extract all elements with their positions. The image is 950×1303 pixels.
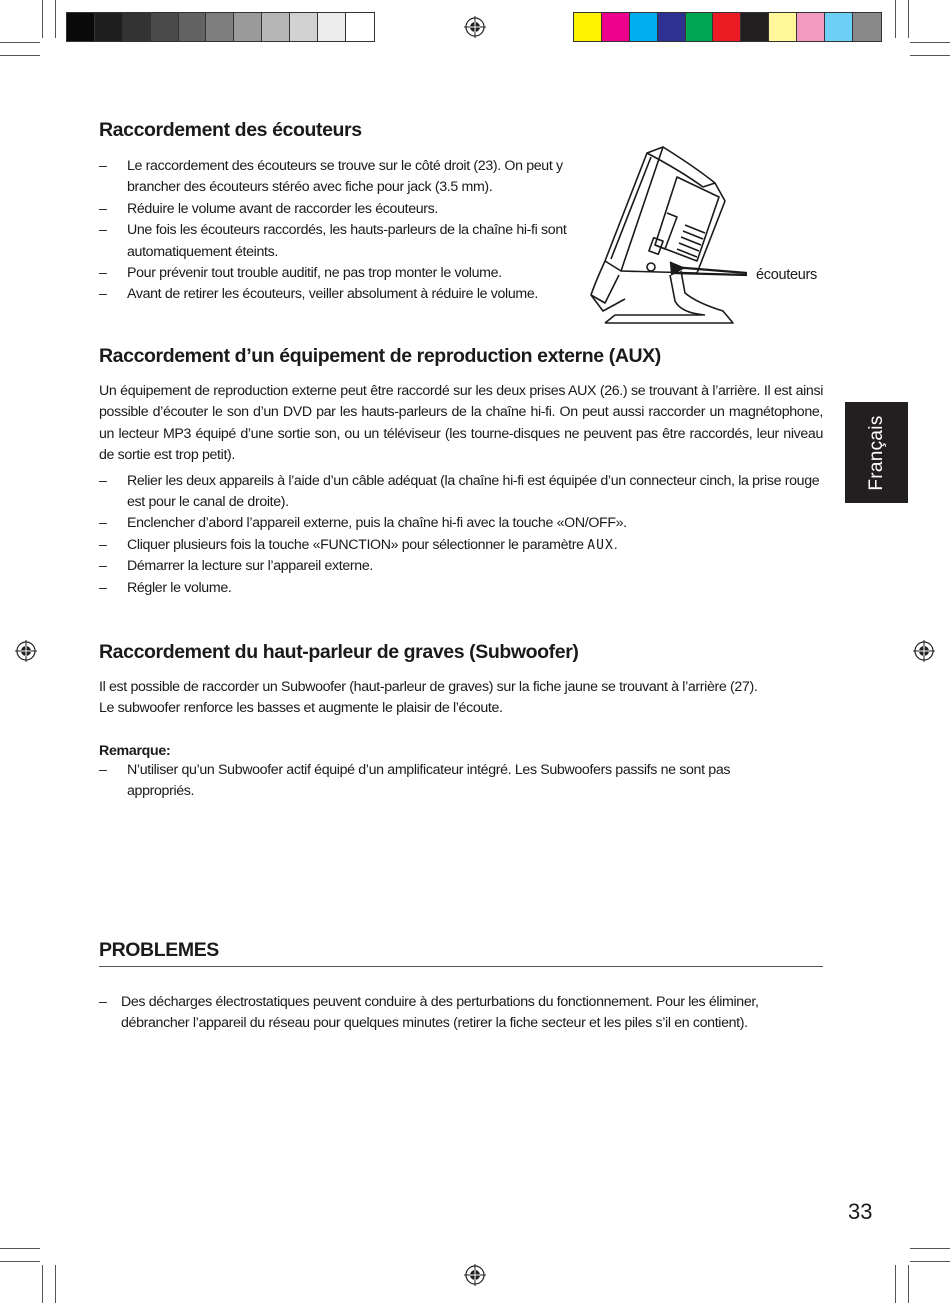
list-item: – Démarrer la lecture sur l’appareil externe.	[99, 556, 823, 577]
headphones-list	[99, 156, 574, 306]
color-swatch	[825, 13, 853, 41]
color-swatch	[602, 13, 630, 41]
color-swatch	[95, 13, 123, 41]
aux-section-title: Raccordement d’un équipement de reproduction externe (AUX)	[99, 345, 661, 367]
process-color-bar	[573, 12, 882, 42]
headphones-figure-label: écouteurs	[756, 267, 817, 283]
color-swatch	[853, 13, 881, 41]
language-label: Français	[865, 414, 887, 491]
subwoofer-note	[99, 743, 823, 803]
registration-mark-icon	[15, 640, 37, 662]
list-item-suffix: .	[613, 536, 618, 553]
registration-mark-icon	[913, 640, 935, 662]
problems-section-title: PROBLEMES	[99, 939, 219, 961]
registration-mark-icon	[464, 16, 486, 38]
registration-mark-icon	[464, 1264, 486, 1286]
headphones-instructions	[99, 156, 574, 306]
color-swatch	[713, 13, 741, 41]
aux-steps-list	[99, 471, 823, 599]
stereo-headphone-jack-illustration	[585, 143, 750, 328]
problems-list	[99, 992, 823, 1035]
list-item: – Une fois les écouteurs raccordés, les hauts-parleurs de la chaîne hi-fi sont automatiquement éteints.	[99, 220, 574, 263]
list-item: – Pour prévenir tout trouble auditif, ne pas trop monter le volume.	[99, 263, 574, 284]
headphones-section-title: Raccordement des écouteurs	[99, 119, 362, 141]
list-item: – N’utiliser qu’un Subwoofer actif équipé d’un amplificateur intégré. Les Subwoofers passifs ne sont pas appropriés.	[99, 760, 779, 803]
note-list	[99, 760, 779, 803]
list-item-text: Cliquer plusieurs fois la touche «FUNCTION» pour sélectionner le paramètre	[127, 536, 588, 553]
color-swatch	[769, 13, 797, 41]
color-swatch	[318, 13, 346, 41]
color-swatch	[179, 13, 207, 41]
color-swatch	[123, 13, 151, 41]
list-item: – Enclencher d’abord l’appareil externe, puis la chaîne hi-fi avec la touche «ON/OFF».	[99, 513, 823, 534]
note-label: Remarque:	[99, 743, 171, 759]
color-swatch	[290, 13, 318, 41]
list-item: – Le raccordement des écouteurs se trouve sur le côté droit (23). On peut y brancher des écouteurs stéréo avec fiche pour jack (3.5 mm).	[99, 156, 574, 199]
subwoofer-line-2: Le subwoofer renforce les basses et augmente le plaisir de l’écoute.	[99, 700, 503, 717]
list-item: – Avant de retirer les écouteurs, veiller absolument à réduire le volume.	[99, 284, 574, 305]
color-swatch	[151, 13, 179, 41]
color-swatch	[574, 13, 602, 41]
list-item: – Des décharges électrostatiques peuvent conduire à des perturbations du fonctionnement. Pour les éliminer, débrancher l’appareil du réseau pour quelques minutes (retirer la fiche secteur et les piles s’il en contient).	[99, 992, 823, 1035]
color-swatch	[630, 13, 658, 41]
problems-body	[99, 992, 823, 1035]
color-swatch	[206, 13, 234, 41]
subwoofer-line-1: Il est possible de raccorder un Subwoofer (haut-parleur de graves) sur la fiche jaune se trouvant à l’arrière (27).	[99, 679, 758, 695]
color-swatch	[658, 13, 686, 41]
list-item: – Relier les deux appareils à l’aide d’un câble adéquat (la chaîne hi-fi est équipée d’un connecteur cinch, la prise rouge est pour le canal de droite).	[99, 471, 823, 514]
aux-intro-paragraph: Un équipement de reproduction externe peut être raccordé sur les deux prises AUX (26.) se trouvant à l’arrière. Il est ainsi possible d’écouter le son d’un DVD par les hauts-parleurs de la chaîne hi-fi. On peut aussi raccorder un magnétophone, un lecteur MP3 équipé d’une sortie son, ou un téléviseur (les tourne-disques ne peuvent pas être raccordés, leur niveau de sortie est trop petit).	[99, 383, 823, 464]
color-swatch	[234, 13, 262, 41]
list-item: – Régler le volume.	[99, 578, 823, 599]
list-item	[99, 535, 823, 556]
color-swatch	[346, 13, 374, 41]
page-number: 33	[848, 1199, 873, 1224]
color-swatch	[686, 13, 714, 41]
lcd-display-text: AUX	[587, 537, 614, 553]
color-swatch	[741, 13, 769, 41]
color-swatch	[67, 13, 95, 41]
subwoofer-section-title: Raccordement du haut-parleur de graves (Subwoofer)	[99, 641, 579, 663]
grayscale-color-bar	[66, 12, 375, 42]
color-swatch	[262, 13, 290, 41]
list-item: – Réduire le volume avant de raccorder les écouteurs.	[99, 199, 574, 220]
subwoofer-body	[99, 677, 823, 720]
language-side-tab	[845, 402, 908, 503]
section-divider	[99, 966, 823, 967]
color-swatch	[797, 13, 825, 41]
aux-body	[99, 381, 823, 599]
